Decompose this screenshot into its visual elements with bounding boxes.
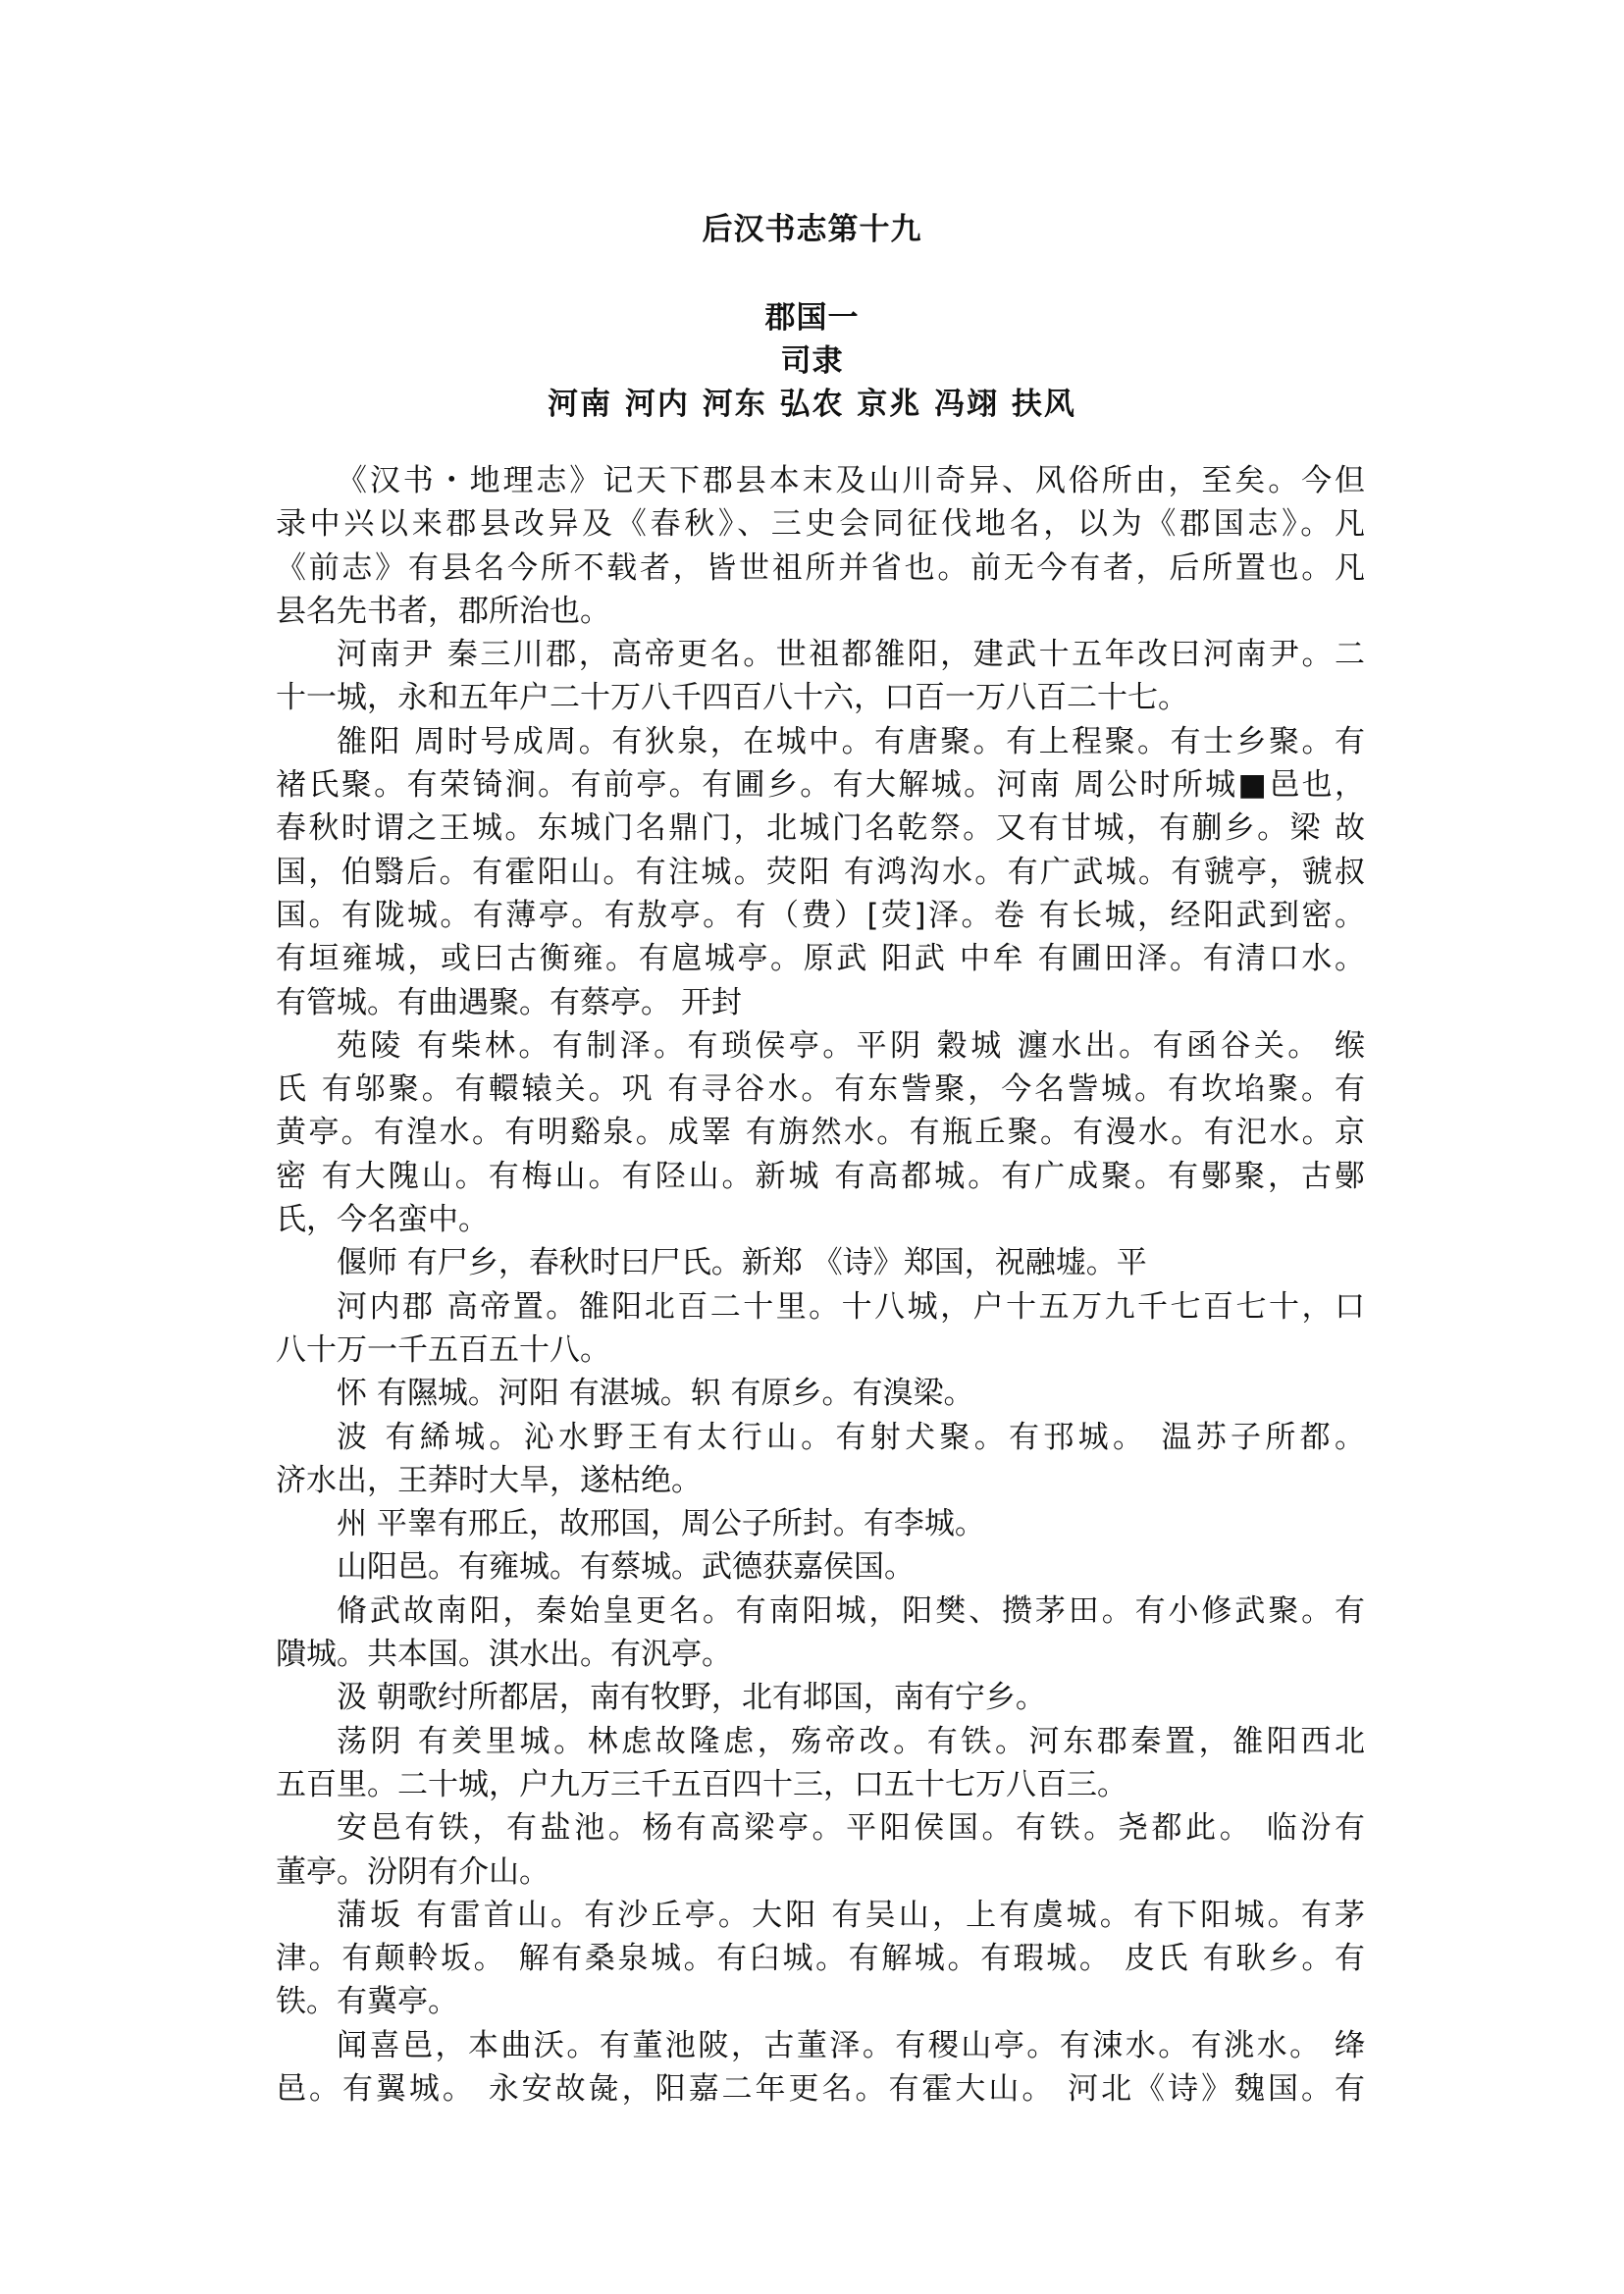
text-line: 褚氏聚。有荣锜涧。有前亭。有圃乡。有大解城。河南 周公时所城■邑也， — [276, 767, 1365, 804]
text-line: 有垣雍城，或曰古衡雍。有扈城亭。原武 阳武 中牟 有圃田泽。有清口水。 — [276, 941, 1365, 977]
text-line: 波 有絺城。沁水野王有太行山。有射犬聚。有邘城。 温苏子所都。 — [337, 1419, 1365, 1455]
text-line: 山阳邑。有雍城。有蔡城。武德获嘉侯国。 — [337, 1549, 915, 1586]
text-line: 雒阳 周时号成周。有狄泉，在城中。有唐聚。有上程聚。有士乡聚。有 — [337, 723, 1365, 759]
text-line: 闻喜邑，本曲沃。有董池陂，古董泽。有稷山亭。有涑水。有洮水。 绛 — [337, 2027, 1365, 2063]
text-line: 怀 有隰城。河阳 有湛城。轵 有原乡。有溴梁。 — [337, 1376, 974, 1412]
text-line: 有管城。有曲遇聚。有蔡亭。 开封 — [276, 984, 742, 1020]
text-line: 偃师 有尸乡，春秋时曰尸氏。新郑 《诗》郑国，祝融墟。平 — [337, 1245, 1147, 1281]
text-line: 津。有颠軨坂。 解有桑泉城。有臼城。有解城。有瑕城。 皮氏 有耿乡。有 — [276, 1941, 1365, 1977]
commandery-list: 河南 河内 河东 弘农 京兆 冯翊 扶风 — [548, 387, 1076, 422]
text-line: 苑陵 有柴林。有制泽。有琐侯亭。平阴 穀城 瀍水出。有函谷关。 缑 — [337, 1027, 1365, 1064]
text-line: 汲 朝歌纣所都居，南有牧野，北有邶国，南有宁乡。 — [337, 1680, 1046, 1716]
text-line: 州 平睾有邢丘，故邢国，周公子所封。有李城。 — [337, 1506, 985, 1542]
text-line: 安邑有铁，有盐池。杨有高梁亭。平阳侯国。有铁。尧都此。 临汾有 — [337, 1810, 1365, 1847]
text-line: 董亭。汾阴有介山。 — [276, 1853, 550, 1890]
text-line: 铁。有冀亭。 — [276, 1984, 458, 2020]
text-line: 《前志》有县名今所不载者，皆世祖所并省也。前无今有者，后所置也。凡 — [276, 549, 1365, 586]
text-line: 春秋时谓之王城。东城门名鼎门，北城门名乾祭。又有甘城，有蒯乡。梁 故 — [276, 810, 1365, 847]
text-line: 县名先书者，郡所治也。 — [276, 593, 610, 629]
text-line: 氏，今名蛮中。 — [276, 1202, 489, 1238]
text-line: 国。有陇城。有薄亭。有敖亭。有（费）[荧]泽。卷 有长城，经阳武到密。 — [276, 897, 1365, 933]
text-line: 《汉书・地理志》记天下郡县本末及山川奇异、风俗所由，至矣。今但 — [337, 463, 1365, 498]
text-line: 五百里。二十城，户九万三千五百四十三，口五十七万八百三。 — [276, 1766, 1127, 1802]
text-line: 录中兴以来郡县改异及《春秋》、三史会同征伐地名，以为《郡国志》。凡 — [276, 506, 1365, 543]
text-line: 荡阴 有羑里城。林虑故隆虑，殇帝改。有铁。河东郡秦置，雒阳西北 — [337, 1723, 1365, 1759]
text-line: 八十万一千五百五十八。 — [276, 1331, 610, 1368]
text-line: 邑。有翼城。 永安故彘，阳嘉二年更名。有霍大山。 河北《诗》魏国。有 — [276, 2070, 1365, 2107]
volume-title: 后汉书志第十九 — [702, 212, 922, 247]
text-line: 河南尹 秦三川郡，高帝更名。世祖都雒阳，建武十五年改曰河南尹。二 — [337, 637, 1365, 673]
text-line: 十一城，永和五年户二十万八千四百八十六，口百一万八百二十七。 — [276, 680, 1188, 716]
text-line: 隤城。共本国。淇水出。有汎亭。 — [276, 1637, 732, 1673]
section-title: 郡国一 — [764, 300, 860, 336]
text-line: 密 有大隗山。有梅山。有陉山。新城 有高都城。有广成聚。有鄤聚，古鄤 — [276, 1158, 1365, 1194]
text-line: 国，伯翳后。有霍阳山。有注城。荧阳 有鸿沟水。有广武城。有虢亭，虢叔 — [276, 854, 1365, 890]
text-line: 河内郡 高帝置。雒阳北百二十里。十八城，户十五万九千七百七十，口 — [337, 1288, 1365, 1325]
text-line: 蒲坂 有雷首山。有沙丘亭。大阳 有吴山，上有虞城。有下阳城。有茅 — [337, 1897, 1365, 1933]
document-body — [276, 459, 1365, 2111]
text-line: 济水出，王莽时大旱，遂枯绝。 — [276, 1462, 702, 1498]
text-line: 脩武故南阳，秦始皇更名。有南阳城，阳樊、攒茅田。有小修武聚。有 — [337, 1592, 1365, 1629]
province-title: 司隶 — [780, 343, 844, 379]
text-line: 黄亭。有湟水。有明谿泉。成睪 有旃然水。有瓶丘聚。有漫水。有汜水。京 — [276, 1115, 1365, 1151]
text-line: 氏 有邬聚。有轘辕关。巩 有寻谷水。有东訾聚，今名訾城。有坎埳聚。有 — [276, 1071, 1365, 1108]
